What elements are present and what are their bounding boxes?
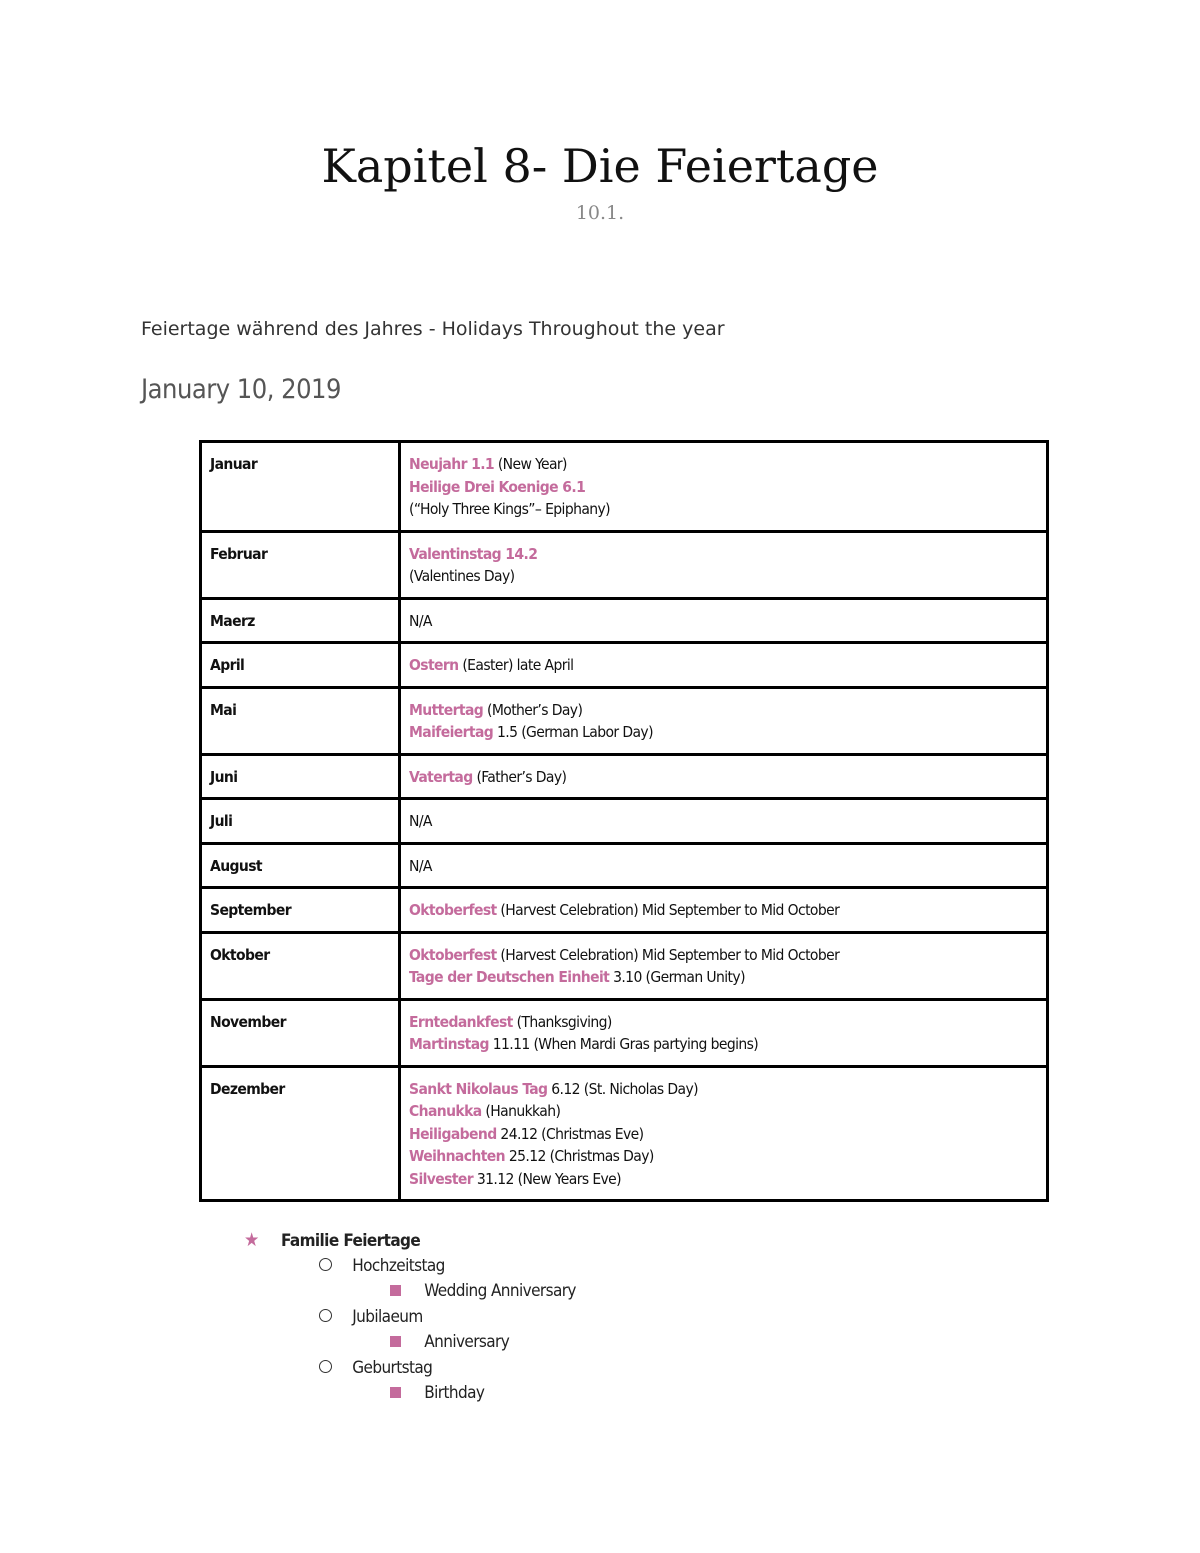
holiday-name: Weihnachten bbox=[409, 1147, 505, 1165]
holidays-cell bbox=[400, 754, 1048, 799]
holiday-line bbox=[409, 1168, 1038, 1191]
holiday-detail: (Thanksgiving) bbox=[512, 1012, 612, 1031]
holiday-line bbox=[409, 1033, 1038, 1056]
month-cell: Dezember bbox=[201, 1066, 400, 1201]
holiday-line bbox=[409, 453, 1038, 476]
holiday-name: Heiligabend bbox=[409, 1124, 497, 1143]
holiday-detail: (Mother’s Day) bbox=[483, 700, 583, 719]
holiday-line bbox=[409, 966, 1038, 989]
holidays-cell bbox=[400, 843, 1048, 888]
table-row bbox=[201, 1066, 1048, 1201]
holiday-detail: N/A bbox=[409, 812, 432, 830]
table-row bbox=[201, 999, 1048, 1066]
holiday-line bbox=[409, 1100, 1038, 1123]
holidays-cell bbox=[400, 531, 1048, 598]
holiday-line bbox=[409, 699, 1038, 722]
table-row bbox=[201, 932, 1048, 999]
holiday-line bbox=[409, 810, 1038, 833]
list-subitem bbox=[390, 1279, 576, 1303]
table-row bbox=[201, 442, 1048, 532]
holiday-detail: 24.12 (Christmas Eve) bbox=[496, 1124, 644, 1143]
holiday-name: Martinstag bbox=[409, 1035, 489, 1053]
page-title: Kapitel 8- Die Feiertage bbox=[321, 139, 879, 193]
holiday-detail: 3.10 (German Unity) bbox=[609, 968, 745, 986]
list-item-label: Hochzeitstag bbox=[352, 1256, 445, 1276]
holidays-table-body bbox=[201, 442, 1048, 1201]
holiday-line bbox=[409, 1078, 1038, 1101]
holiday-line bbox=[409, 543, 1038, 566]
holiday-detail: (Father’s Day) bbox=[472, 767, 567, 786]
intro-text: Feiertage während des Jahres - Holidays Throughout the year bbox=[141, 318, 725, 340]
list-subitem-label: Birthday bbox=[424, 1383, 485, 1403]
holiday-detail: (“Holy Three Kings”– Epiphany) bbox=[409, 500, 610, 518]
holiday-line bbox=[409, 766, 1038, 789]
month-cell: Maerz bbox=[201, 598, 400, 643]
holiday-detail: N/A bbox=[409, 611, 432, 630]
holiday-line bbox=[409, 476, 1038, 499]
holiday-name: Heilige Drei Koenige 6.1 bbox=[409, 477, 586, 496]
star-bullet-icon: ★ bbox=[244, 1229, 259, 1251]
holiday-name: Valentinstag 14.2 bbox=[409, 544, 538, 563]
table-row bbox=[201, 598, 1048, 643]
list-item bbox=[319, 1356, 432, 1380]
holiday-line bbox=[409, 944, 1038, 967]
month-cell: Juni bbox=[201, 754, 400, 799]
holiday-name: Oktoberfest bbox=[409, 945, 497, 964]
circle-bullet-icon bbox=[319, 1258, 332, 1271]
holiday-line bbox=[409, 498, 1038, 521]
family-heading: Familie Feiertage bbox=[281, 1231, 421, 1251]
list-item bbox=[319, 1254, 445, 1278]
holiday-detail: 31.12 (New Years Eve) bbox=[473, 1169, 622, 1188]
holiday-detail: 11.11 (When Mardi Gras partying begins) bbox=[488, 1035, 759, 1053]
month-cell: April bbox=[201, 643, 400, 688]
square-bullet-icon bbox=[390, 1285, 401, 1296]
holidays-cell bbox=[400, 687, 1048, 754]
holiday-name: Sankt Nikolaus Tag bbox=[409, 1079, 548, 1098]
holidays-table bbox=[199, 440, 1049, 1202]
list-subitem-label: Anniversary bbox=[424, 1332, 510, 1352]
holiday-line bbox=[409, 899, 1038, 922]
date-heading: January 10, 2019 bbox=[141, 374, 341, 405]
month-cell: August bbox=[201, 843, 400, 888]
list-subitem-label: Wedding Anniversary bbox=[424, 1281, 576, 1301]
holiday-detail: (Easter) late April bbox=[458, 656, 574, 674]
month-cell: Februar bbox=[201, 531, 400, 598]
page-subtitle: 10.1. bbox=[575, 202, 625, 224]
list-item-label: Geburtstag bbox=[352, 1358, 433, 1378]
holiday-detail: (Harvest Celebration) Mid September to Mid October bbox=[496, 901, 840, 919]
holidays-cell bbox=[400, 643, 1048, 688]
holiday-detail: (Harvest Celebration) Mid September to Mid October bbox=[496, 945, 840, 964]
holiday-detail: 6.12 (St. Nicholas Day) bbox=[547, 1079, 698, 1098]
holiday-detail: 25.12 (Christmas Day) bbox=[505, 1147, 654, 1165]
holiday-detail: (New Year) bbox=[494, 455, 567, 473]
holiday-line bbox=[409, 855, 1038, 878]
table-row bbox=[201, 531, 1048, 598]
table-row bbox=[201, 754, 1048, 799]
holiday-detail: N/A bbox=[409, 856, 432, 875]
month-cell: Juli bbox=[201, 799, 400, 844]
holidays-cell bbox=[400, 442, 1048, 532]
list-subitem bbox=[390, 1330, 509, 1354]
month-cell: September bbox=[201, 888, 400, 933]
holiday-name: Ostern bbox=[409, 656, 459, 674]
holiday-line bbox=[409, 1145, 1038, 1168]
list-item bbox=[319, 1305, 423, 1329]
month-cell: Oktober bbox=[201, 932, 400, 999]
list-item-label: Jubilaeum bbox=[352, 1307, 423, 1327]
holiday-name: Silvester bbox=[409, 1169, 474, 1188]
holidays-cell bbox=[400, 1066, 1048, 1201]
circle-bullet-icon bbox=[319, 1360, 332, 1373]
holiday-name: Vatertag bbox=[409, 767, 473, 786]
circle-bullet-icon bbox=[319, 1309, 332, 1322]
holiday-name: Tage der Deutschen Einheit bbox=[409, 968, 610, 986]
holidays-cell bbox=[400, 888, 1048, 933]
holiday-name: Erntedankfest bbox=[409, 1012, 513, 1031]
holiday-detail: 1.5 (German Labor Day) bbox=[493, 723, 653, 741]
holiday-line bbox=[409, 721, 1038, 744]
square-bullet-icon bbox=[390, 1336, 401, 1347]
holidays-cell bbox=[400, 999, 1048, 1066]
holiday-detail: (Valentines Day) bbox=[409, 567, 515, 585]
holiday-detail: (Hanukkah) bbox=[481, 1102, 561, 1120]
holiday-line bbox=[409, 654, 1038, 677]
square-bullet-icon bbox=[390, 1387, 401, 1398]
holiday-name: Muttertag bbox=[409, 700, 484, 719]
holiday-name: Oktoberfest bbox=[409, 901, 497, 919]
table-row bbox=[201, 687, 1048, 754]
family-heading-row bbox=[244, 1228, 420, 1253]
holiday-line bbox=[409, 1123, 1038, 1146]
holidays-cell bbox=[400, 932, 1048, 999]
holiday-line bbox=[409, 610, 1038, 633]
holidays-cell bbox=[400, 598, 1048, 643]
holiday-name: Chanukka bbox=[409, 1102, 482, 1120]
table-row bbox=[201, 799, 1048, 844]
holiday-name: Maifeiertag bbox=[409, 723, 494, 741]
holidays-cell bbox=[400, 799, 1048, 844]
holiday-name: Neujahr 1.1 bbox=[409, 455, 495, 473]
holiday-line bbox=[409, 1011, 1038, 1034]
month-cell: Januar bbox=[201, 442, 400, 532]
holiday-line bbox=[409, 565, 1038, 588]
table-row bbox=[201, 643, 1048, 688]
month-cell: Mai bbox=[201, 687, 400, 754]
list-subitem bbox=[390, 1381, 484, 1405]
table-row bbox=[201, 888, 1048, 933]
table-row bbox=[201, 843, 1048, 888]
month-cell: November bbox=[201, 999, 400, 1066]
